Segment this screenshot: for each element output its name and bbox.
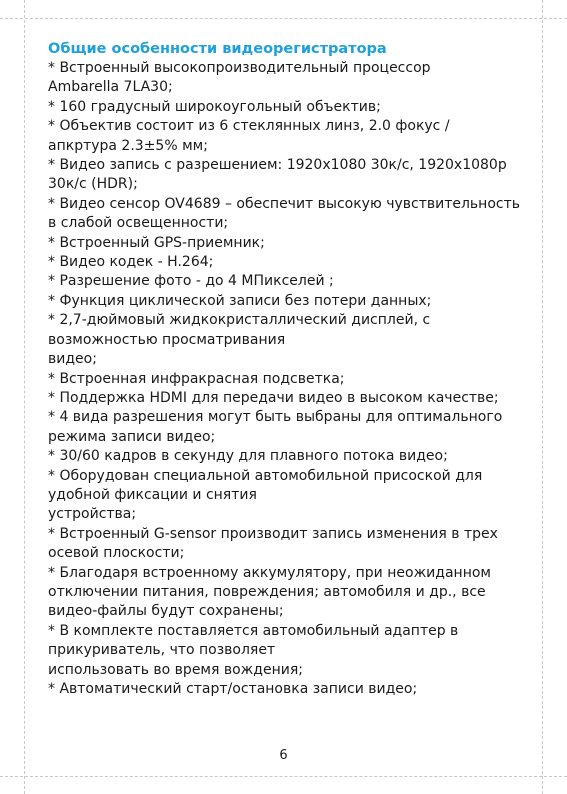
text-line: * Встроенная инфракрасная подсветка; (48, 370, 345, 387)
crop-mark-left (24, 0, 25, 794)
text-line: в слабой освещенности; (48, 215, 229, 232)
text-line: * Встроенный GPS-приемник; (48, 234, 265, 251)
text-line: прикуриватель, что позволяет (48, 642, 276, 659)
text-line: возможностью просматривания (48, 331, 286, 348)
text-line: * 160 градусный широкоугольный объектив; (48, 98, 381, 115)
text-line: устройства; (48, 506, 137, 523)
text-line: * 30/60 кадров в секунду для плавного потока видео; (48, 448, 448, 465)
text-line: * 4 вида разрешения могут быть выбраны для оптимального (48, 409, 503, 426)
section-heading: Общие особенности видеорегистратора (48, 41, 387, 57)
text-line: осевой плоскости; (48, 545, 185, 562)
text-line: * Встроенный высокопроизводительный процессор (48, 60, 431, 76)
text-line: * В комплекте поставляется автомобильный адаптер в (48, 622, 459, 639)
text-line: * Функция циклической записи без потери данных; (48, 292, 432, 309)
text-line: * Видео кодек - H.264; (48, 254, 214, 271)
text-line: * Разрешение фото - до 4 МПикселей ; (48, 273, 334, 290)
text-line: Ambarella 7LA30; (48, 79, 173, 96)
crop-mark-bottom (0, 776, 567, 777)
text-line: использовать во время вождения; (48, 661, 303, 678)
text-line: апкртура 2.3±5% мм; (48, 137, 208, 154)
feature-list (48, 59, 538, 699)
text-line: отключении питания, повреждения; автомобиля и др., все (48, 583, 486, 600)
text-line: * Поддержка HDMI для передачи видео в высоком качестве; (48, 389, 499, 406)
text-line: * Видео сенсор OV4689 – обеспечит высокую чувствительность (48, 195, 521, 212)
text-line: * Встроенный G-sensor производит запись изменения в трех (48, 525, 498, 542)
text-line: * Оборудован специальной автомобильной присоской для (48, 467, 483, 484)
crop-mark-top (0, 18, 567, 19)
text-line: * Автоматический старт/остановка записи видео; (48, 681, 418, 697)
document-body (48, 40, 538, 699)
text-line: * Объектив состоит из 6 стеклянных линз, 2.0 фокус / (48, 118, 450, 135)
text-line: 30к/с (HDR); (48, 176, 138, 193)
text-line: удобной фиксации и снятия (48, 486, 257, 503)
text-line: * Благодаря встроенному аккумулятору, при неожиданном (48, 564, 491, 581)
text-line: видео; (48, 351, 97, 368)
text-line: * 2,7-дюймовый жидкокристаллический дисплей, с (48, 312, 431, 329)
text-line: * Видео запись с разрешением: 1920x1080 30к/с, 1920x1080р (48, 157, 507, 174)
crop-mark-right (542, 0, 543, 794)
page-number: 6 (279, 748, 288, 763)
text-line: режима записи видео; (48, 428, 216, 445)
text-line: видео-файлы будут сохранены; (48, 603, 284, 620)
